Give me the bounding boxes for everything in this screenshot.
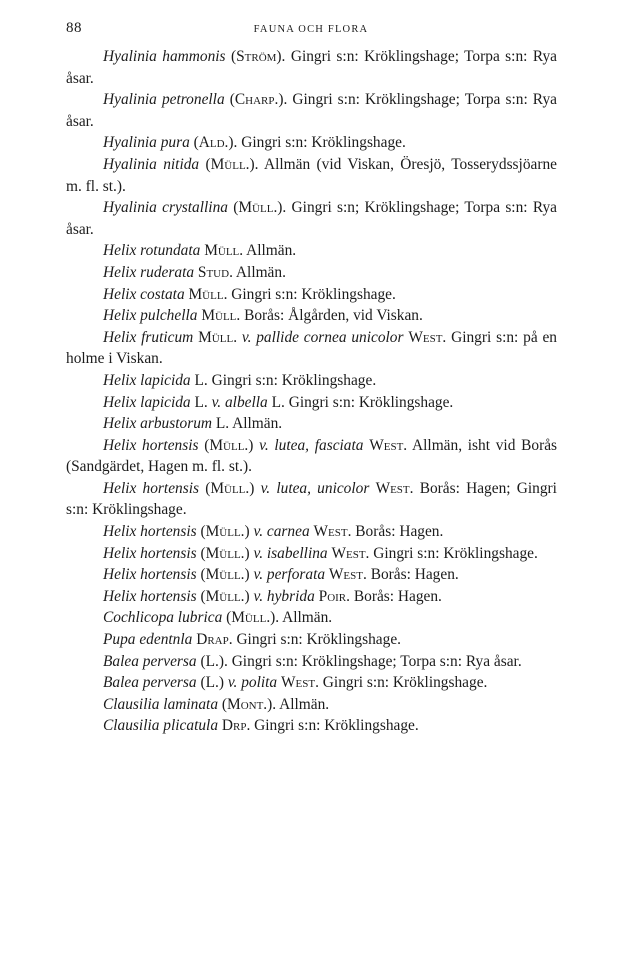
species-name: Helix hortensis: [103, 436, 199, 454]
variety-name: v. polita: [227, 674, 278, 692]
locality: Borås: Hagen; Gingri s:n: Kröklingshage.: [66, 479, 557, 519]
variety-author: West.: [328, 566, 367, 584]
variety-name: v. perforata: [253, 566, 326, 584]
species-entry: [66, 305, 557, 327]
species-entry: [66, 327, 557, 370]
species-author: (Ström).: [230, 48, 286, 65]
species-author: Müll.: [201, 307, 241, 325]
locality: Gingri s:n: Kröklingshage; Torpa s:n: Rya åsar.: [231, 652, 522, 670]
species-name: Cochlicopa lubrica: [103, 609, 223, 627]
species-name: Helix fruticum: [103, 328, 194, 346]
species-author: (Müll.): [205, 479, 255, 497]
species-name: Hyalinia nitida: [103, 155, 200, 173]
species-entry: [66, 478, 557, 521]
variety-name: v. isabellina: [253, 544, 328, 562]
locality: Borås: Ålgården, vid Viskan.: [244, 307, 423, 325]
species-author: (Ald.).: [193, 134, 238, 152]
species-name: Clausilia laminata: [103, 695, 219, 713]
species-entry: [66, 543, 557, 565]
species-author: (Müll.).: [205, 155, 259, 173]
species-author: Müll.: [188, 285, 228, 303]
locality: Gingri s:n: Kröklingshage; Torpa s:n: Rya åsar.: [66, 48, 558, 87]
species-entry: [66, 521, 557, 543]
species-author: (Charp.).: [229, 91, 288, 109]
species-name: Helix hortensis: [103, 566, 197, 584]
locality: Gingri s:n: Kröklingshage.: [288, 393, 454, 411]
locality: Gingri s:n: Kröklingshage.: [211, 371, 377, 389]
species-entry: [66, 284, 557, 306]
locality: Gingri s:n: Kröklingshage.: [236, 631, 402, 649]
species-name: Helix rotundata: [103, 242, 201, 260]
variety-name: v. albella: [211, 393, 268, 411]
species-name: Helix pulchella: [103, 307, 198, 325]
variety-author: Poir.: [318, 587, 350, 605]
variety-author: West.: [313, 523, 352, 541]
species-entry: [66, 46, 557, 89]
variety-author: West.: [375, 479, 414, 497]
locality: Gingri s:n; Kröklingshage; Torpa s:n: Rya åsar.: [66, 199, 558, 238]
species-author: Drp.: [221, 717, 251, 735]
species-entry: [66, 694, 557, 716]
species-author: Müll.: [204, 242, 244, 260]
species-entry: [66, 435, 557, 478]
variety-author: West.: [281, 674, 319, 692]
species-entry: [66, 564, 557, 586]
species-name: Hyalinia petronella: [103, 91, 225, 109]
species-entry: [66, 370, 557, 392]
species-entry: [66, 413, 557, 435]
species-author: (Mont.).: [221, 695, 277, 713]
variety-name: v. lutea, fasciata: [259, 436, 364, 454]
species-author: (Müll.): [200, 544, 250, 562]
species-name: Helix hortensis: [103, 544, 197, 562]
variety-author: West.: [331, 544, 370, 562]
locality: Gingri s:n: Kröklingshage.: [254, 717, 419, 735]
locality: Allmän.: [282, 609, 333, 627]
locality: Gingri s:n: på en holme i Viskan.: [66, 328, 558, 368]
species-entry: [66, 240, 557, 262]
species-name: Hyalinia hammonis: [103, 48, 226, 65]
species-entry: [66, 197, 557, 240]
species-author: L.: [194, 371, 208, 389]
species-name: Balea perversa: [103, 674, 197, 692]
variety-name: v. hybrida: [253, 587, 315, 605]
species-author: Müll.: [198, 328, 238, 346]
locality: Allmän.: [232, 415, 283, 433]
locality: Borås: Hagen.: [370, 566, 459, 584]
locality: Gingri s:n: Kröklingshage; Torpa s:n: Rya åsar.: [66, 91, 557, 130]
variety-name: v. lutea, unicolor: [260, 479, 370, 497]
species-entry: [66, 392, 557, 414]
species-list: [66, 46, 557, 737]
species-entry: [66, 715, 557, 737]
variety-author: L.: [271, 393, 285, 411]
species-author: (L.).: [200, 652, 228, 670]
species-author: L.: [215, 415, 230, 433]
species-entry: [66, 586, 557, 608]
running-title: FAUNA OCH FLORA: [253, 24, 369, 35]
species-entry: [66, 607, 557, 629]
species-name: Balea perversa: [103, 652, 197, 670]
species-author: Drap.: [196, 631, 233, 649]
species-author: L.: [194, 393, 208, 411]
variety-name: v. pallide cornea unicolor: [241, 328, 404, 346]
species-name: Pupa edentnla: [103, 631, 193, 649]
locality: Gingri s:n: Kröklingshage.: [322, 674, 488, 692]
species-author: Stud.: [197, 263, 233, 281]
species-author: (Müll.).: [233, 199, 287, 217]
species-entry: [66, 651, 557, 673]
species-author: (Müll.): [200, 523, 250, 541]
locality: Allmän.: [235, 263, 286, 281]
species-name: Helix lapicida: [103, 393, 191, 411]
species-name: Helix costata: [103, 285, 185, 303]
locality: Allmän.: [279, 695, 330, 713]
species-author: (Müll.): [200, 566, 250, 584]
species-entry: [66, 262, 557, 284]
locality: Allmän.: [246, 242, 297, 260]
species-name: Hyalinia pura: [103, 134, 190, 152]
species-entry: [66, 672, 557, 694]
species-entry: [66, 89, 557, 132]
variety-author: West.: [408, 328, 447, 346]
variety-author: West.: [369, 436, 408, 454]
species-name: Clausilia plicatula: [103, 717, 219, 735]
locality: Allmän, isht vid Borås (Sandgärdet, Hagen m. fl. st.).: [66, 436, 558, 476]
species-name: Helix hortensis: [103, 479, 199, 497]
locality: Gingri s:n: Kröklingshage.: [231, 285, 396, 303]
species-author: (Müll.): [200, 587, 250, 605]
species-name: Helix lapicida: [103, 371, 191, 389]
species-entry: [66, 132, 557, 154]
species-entry: [66, 154, 557, 197]
variety-name: v. carnea: [253, 523, 310, 541]
species-name: Helix arbustorum: [103, 415, 213, 433]
species-author: (Müll.): [204, 436, 254, 454]
locality: Gingri s:n: Kröklingshage.: [241, 134, 406, 152]
species-name: Helix hortensis: [103, 587, 197, 605]
locality: Borås: Hagen.: [353, 587, 442, 605]
species-name: Helix hortensis: [103, 523, 197, 541]
species-name: Helix ruderata: [103, 263, 195, 281]
locality: Borås: Hagen.: [355, 523, 444, 541]
species-author: (Müll.).: [226, 609, 280, 627]
species-entry: [66, 629, 557, 651]
species-name: Hyalinia crystallina: [103, 199, 228, 217]
locality: Gingri s:n: Kröklingshage.: [373, 544, 538, 562]
species-author: (L.): [200, 674, 224, 692]
page-number: 88: [66, 20, 82, 36]
locality: Allmän (vid Viskan, Öresjö, Tosserydssjöarne m. fl. st.).: [66, 155, 557, 195]
